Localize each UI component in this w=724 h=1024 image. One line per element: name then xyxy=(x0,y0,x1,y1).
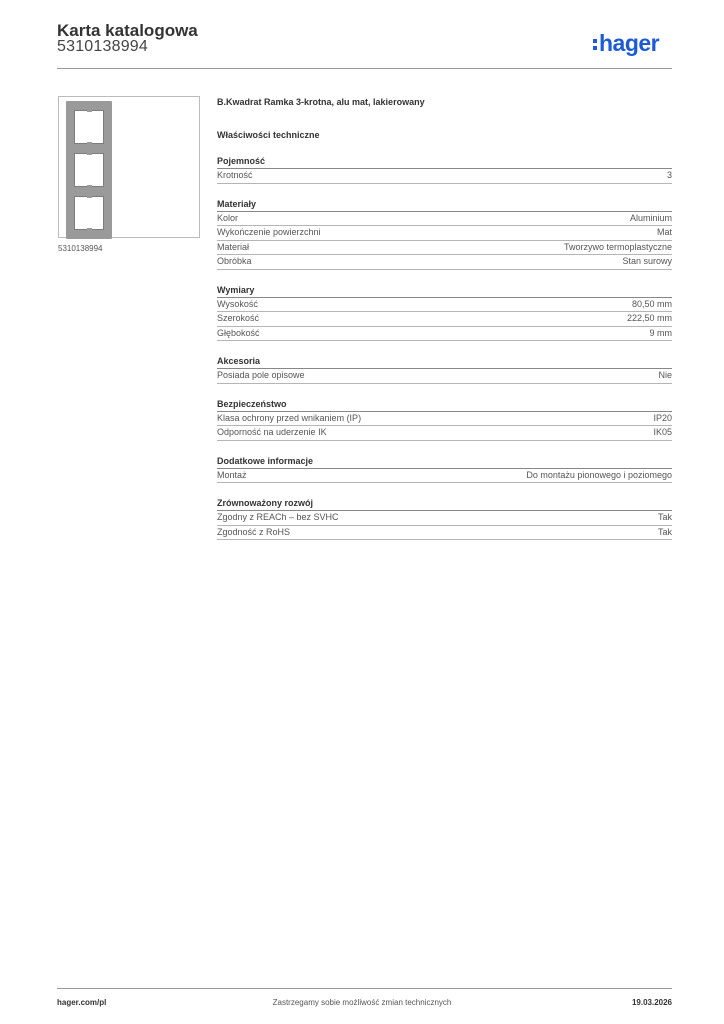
spec-value: IK05 xyxy=(653,427,672,437)
spec-row xyxy=(217,426,672,441)
image-caption: 5310138994 xyxy=(58,244,103,253)
spec-value: 9 mm xyxy=(649,327,672,338)
spec-value: Tak xyxy=(657,526,672,537)
spec-label: Wykończenie powierzchni xyxy=(217,227,321,237)
spec-group xyxy=(217,455,672,484)
spec-row xyxy=(217,511,672,526)
spec-value: IP20 xyxy=(653,412,672,423)
spec-row xyxy=(217,212,672,227)
spec-value: Tworzywo termoplastyczne xyxy=(563,241,672,252)
spec-value: Stan surowy xyxy=(622,256,672,266)
spec-row xyxy=(217,298,672,313)
spec-label: Krotność xyxy=(217,170,253,180)
footer-date: 19.03.2026 xyxy=(631,998,672,1007)
spec-group xyxy=(217,398,672,441)
spec-group xyxy=(217,355,672,384)
spec-value: Nie xyxy=(658,370,672,380)
footer-divider xyxy=(57,988,672,989)
spec-row xyxy=(217,412,672,427)
frame-opening xyxy=(74,153,104,187)
spec-value: Tak xyxy=(657,512,672,522)
footer-website: hager.com/pl xyxy=(57,998,107,1007)
spec-label: Obróbka xyxy=(217,256,252,266)
document-title: Karta katalogowa xyxy=(57,21,198,40)
spec-label: Zgodny z REACh – bez SVHC xyxy=(217,512,339,522)
spec-label: Kolor xyxy=(217,212,239,223)
spec-label: Zgodność z RoHS xyxy=(217,526,291,537)
spec-label: Szerokość xyxy=(217,313,260,323)
spec-label: Montaż xyxy=(217,469,247,480)
spec-value: Do montażu pionowego i poziomego xyxy=(526,469,672,480)
spec-value: 3 xyxy=(666,170,672,180)
spec-row xyxy=(217,241,672,256)
product-code: 5310138994 xyxy=(57,38,148,55)
spec-row xyxy=(217,169,672,184)
spec-value: 80,50 mm xyxy=(631,298,672,309)
spec-row xyxy=(217,327,672,342)
logo-text: hager xyxy=(599,29,660,56)
footer-notice: Zastrzegamy sobie możliwość zmian technicznych xyxy=(272,998,452,1007)
spec-group-title: Pojemność xyxy=(217,155,672,169)
spec-label: Posiada pole opisowe xyxy=(217,370,305,380)
spec-row xyxy=(217,226,672,241)
frame-opening xyxy=(74,110,104,144)
frame-opening xyxy=(74,196,104,230)
spec-row xyxy=(217,255,672,270)
spec-row xyxy=(217,469,672,484)
spec-group-title: Bezpieczeństwo xyxy=(217,398,672,412)
spec-label: Głębokość xyxy=(217,327,260,338)
hager-logo xyxy=(593,28,659,58)
logo-dots-icon xyxy=(593,39,597,50)
spec-group xyxy=(217,497,672,540)
spec-label: Odporność na uderzenie IK xyxy=(217,427,327,437)
frame-3-gang-icon xyxy=(66,101,112,239)
spec-row xyxy=(217,526,672,541)
header-divider xyxy=(57,68,672,69)
spec-label: Wysokość xyxy=(217,298,258,309)
spec-group-title: Dodatkowe informacje xyxy=(217,455,672,469)
spec-row xyxy=(217,312,672,327)
section-heading: Właściwości techniczne xyxy=(217,130,320,140)
spec-group xyxy=(217,155,672,184)
spec-label: Klasa ochrony przed wnikaniem (IP) xyxy=(217,412,362,423)
product-title: B.Kwadrat Ramka 3-krotna, alu mat, lakierowany xyxy=(217,97,425,107)
spec-sheet xyxy=(217,96,672,540)
spec-row xyxy=(217,369,672,384)
spec-value: Aluminium xyxy=(629,212,672,223)
spec-value: Mat xyxy=(656,227,672,237)
spec-group-title: Materiały xyxy=(217,198,672,212)
spec-group-title: Akcesoria xyxy=(217,355,672,369)
product-image xyxy=(58,96,200,238)
spec-group-title: Wymiary xyxy=(217,284,672,298)
spec-groups xyxy=(217,155,672,540)
spec-label: Materiał xyxy=(217,241,250,252)
spec-group xyxy=(217,284,672,342)
spec-group-title: Zrównoważony rozwój xyxy=(217,497,672,511)
spec-value: 222,50 mm xyxy=(626,313,672,323)
spec-group xyxy=(217,198,672,270)
